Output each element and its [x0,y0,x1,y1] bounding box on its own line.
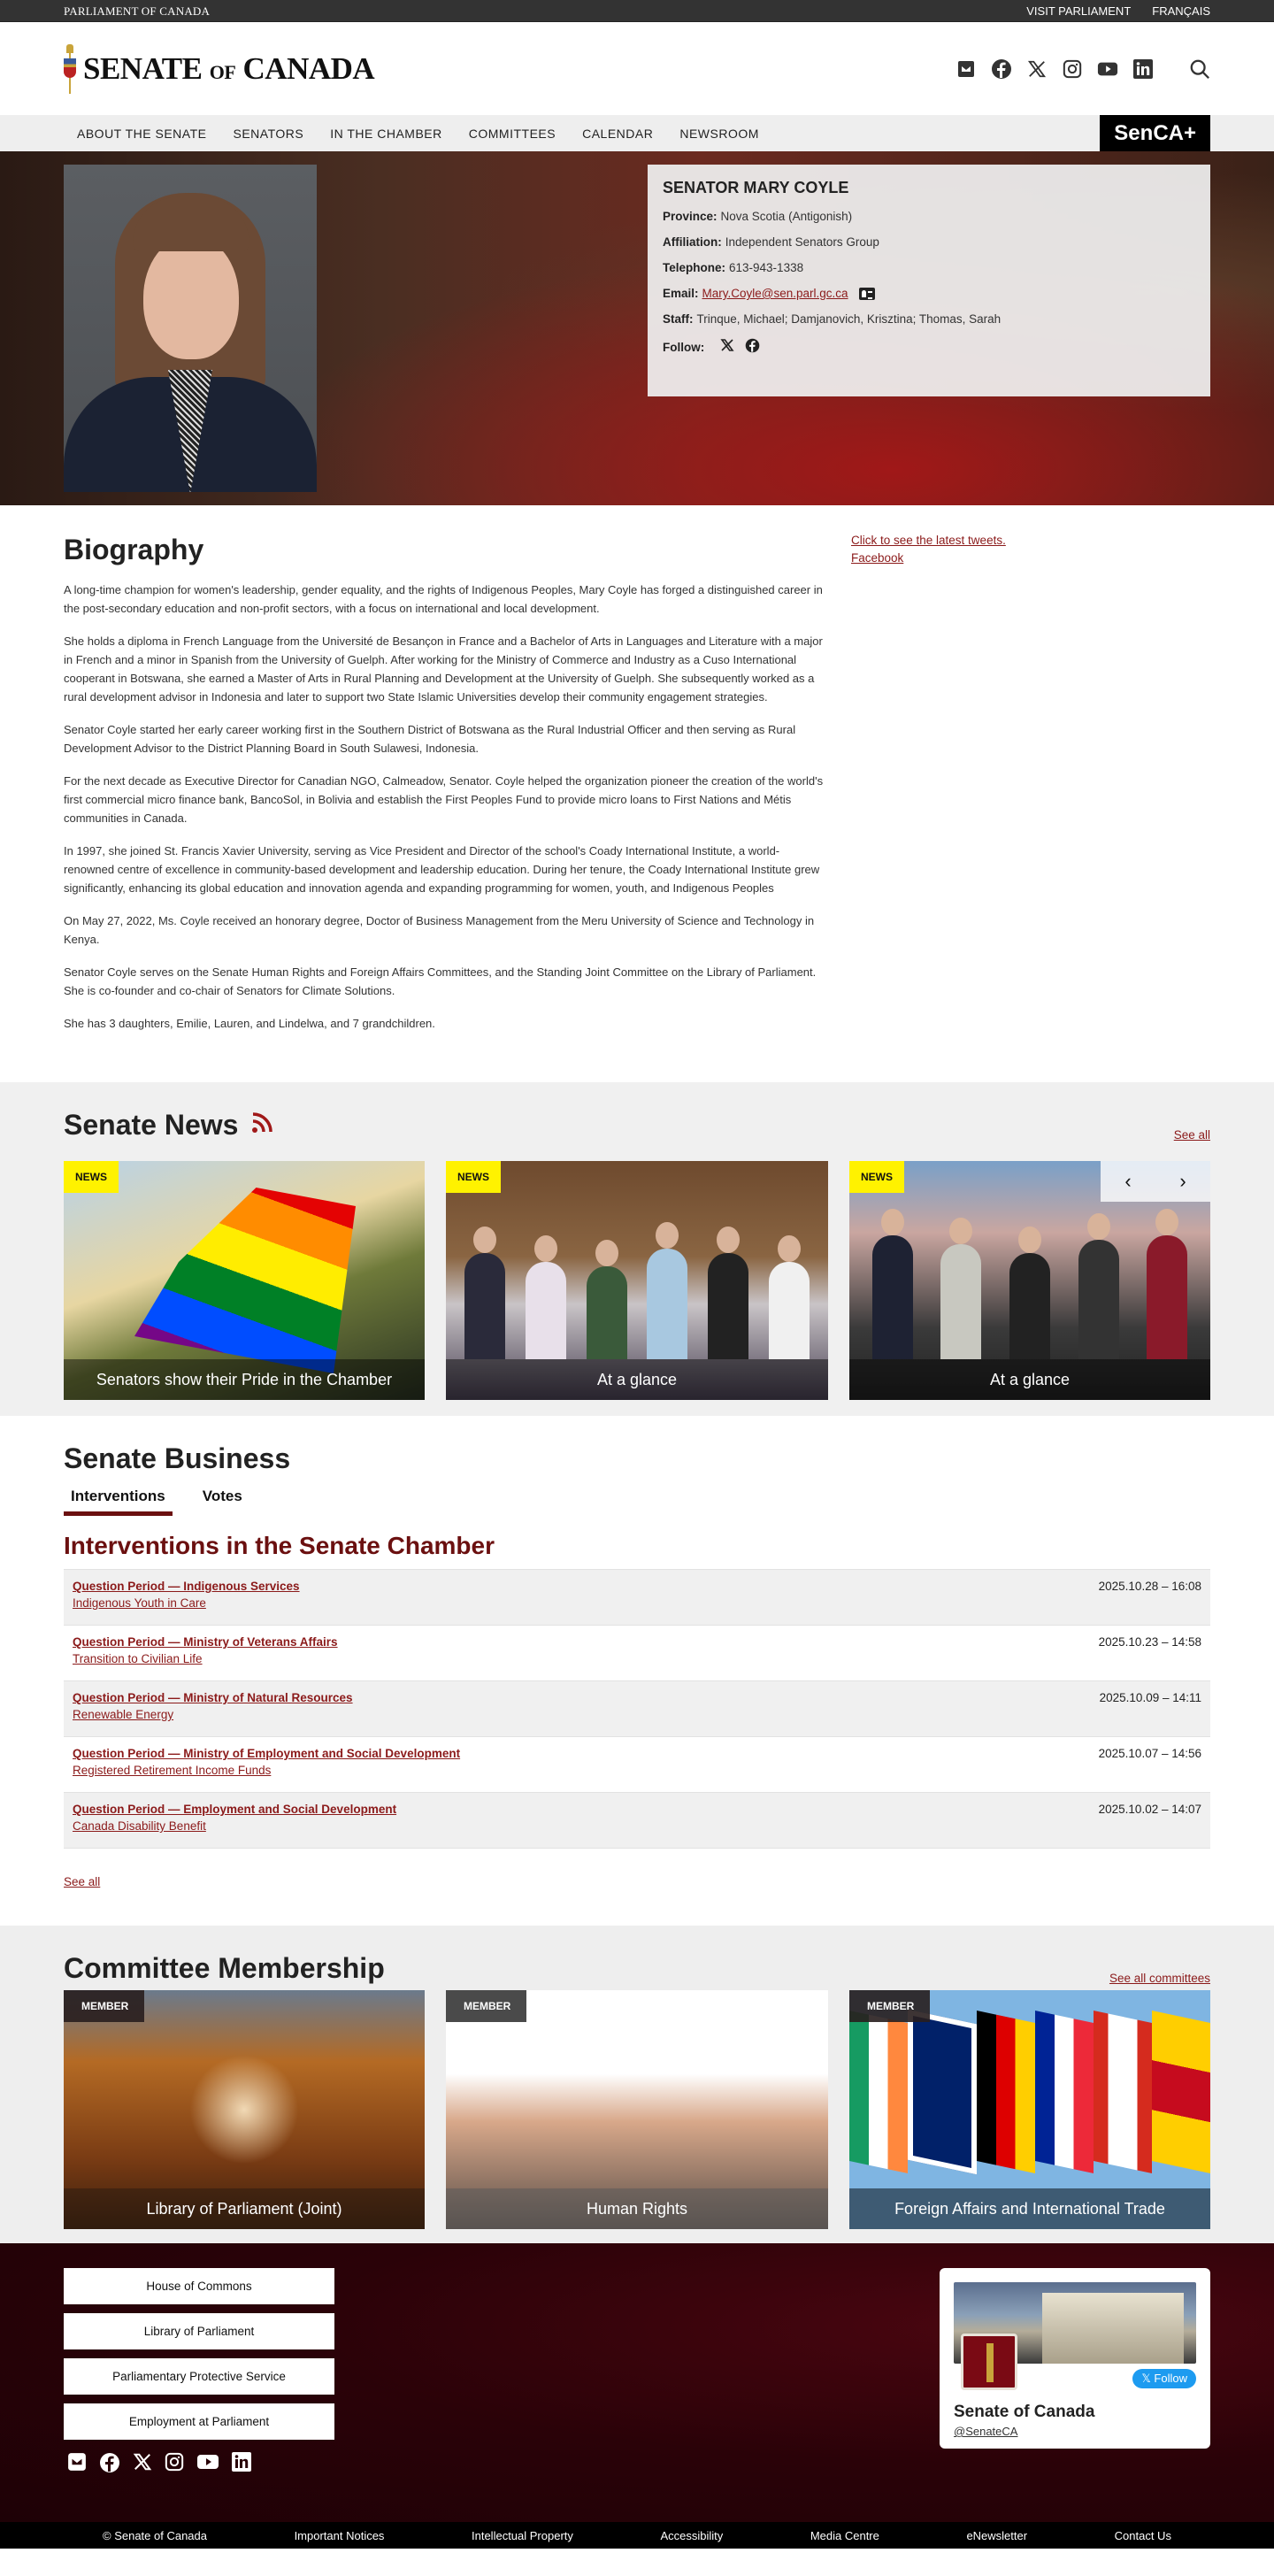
tab-interventions[interactable]: Interventions [64,1488,173,1516]
committee-membership-section [0,1926,1274,2243]
nav-newsroom[interactable]: NEWSROOM [679,126,759,141]
follow-row: Follow: [663,338,1195,356]
nav-senators[interactable]: SENATORS [233,126,304,141]
visit-parliament-link[interactable]: VISIT PARLIAMENT [1026,4,1132,18]
senator-hero [0,151,1274,505]
vcard-icon[interactable] [859,288,875,300]
instagram-icon[interactable] [1062,58,1083,80]
x-icon[interactable] [1026,58,1048,80]
nav-committees[interactable]: COMMITTEES [468,126,556,141]
media-centre-link[interactable]: Media Centre [810,2528,879,2542]
email-link[interactable]: Mary.Coyle@sen.parl.gc.ca [702,287,848,300]
biography-section [0,505,1274,1082]
senator-portrait [64,165,317,492]
see-all-committees-link[interactable]: See all committees [1109,1972,1210,1985]
intervention-topic-link[interactable]: Registered Retirement Income Funds [73,1764,272,1777]
instagram-icon[interactable] [165,2452,184,2478]
site-header [0,22,1274,115]
intervention-row [64,1570,1210,1626]
important-notices-link[interactable]: Important Notices [294,2528,385,2542]
intervention-title-link[interactable]: Question Period — Ministry of Natural Resources [73,1691,353,1704]
parliament-label: PARLIAMENT OF CANADA [64,4,211,18]
twitter-account-name: Senate of Canada [954,2403,1095,2421]
news-card-caption: At a glance [446,1359,828,1400]
youtube-icon[interactable] [196,2452,219,2478]
top-bar [0,0,1274,22]
footer-bottom-bar [0,2522,1274,2549]
news-title: Senate News [64,1109,273,1142]
chevron-right-icon[interactable]: › [1179,1170,1186,1192]
interventions-list [64,1569,1210,1849]
intervention-row [64,1793,1210,1849]
bio-paragraph: On May 27, 2022, Ms. Coyle received an honorary degree, Doctor of Business Management from the Meru University of Science and Technology in Kenya. [64,914,815,946]
news-see-all-link[interactable]: See all [1173,1128,1210,1142]
contact-us-link[interactable]: Contact Us [1114,2528,1171,2542]
chevron-left-icon[interactable]: ‹ [1124,1170,1132,1192]
intervention-date: 2025.10.09 – 14:11 [1099,1691,1201,1704]
house-of-commons-button[interactable]: House of Commons [64,2268,334,2304]
intervention-topic-link[interactable]: Renewable Energy [73,1708,174,1721]
intervention-date: 2025.10.02 – 14:07 [1098,1803,1201,1816]
committee-card-caption: Human Rights [446,2188,828,2229]
member-badge: MEMBER [446,1990,526,2022]
copyright-text: © Senate of Canada [103,2528,207,2542]
news-card[interactable] [446,1161,828,1400]
accessibility-link[interactable]: Accessibility [660,2528,724,2542]
business-title: Senate Business [64,1442,291,1474]
footer-social-icons [64,2452,334,2478]
committee-card-caption: Library of Parliament (Joint) [64,2188,425,2229]
protective-service-button[interactable]: Parliamentary Protective Service [64,2358,334,2395]
twitter-handle-link[interactable]: @SenateCA [954,2425,1018,2438]
language-toggle[interactable]: FRANÇAIS [1152,4,1210,18]
province-row: Province: Nova Scotia (Antigonish) [663,210,853,223]
mace-icon [64,44,76,94]
bio-paragraph: Senator Coyle started her early career working first in the Southern District of Botswana as the Rural Industrial Officer and then serving as Rural Development Advisor to the District Planning Board in South Sulawesi, Indonesia. [64,723,796,755]
affiliation-row: Affiliation: Independent Senators Group [663,235,879,249]
intervention-row [64,1626,1210,1681]
committee-card[interactable] [64,1990,425,2229]
facebook-link[interactable]: Facebook [851,551,904,565]
committees-title: Committee Membership [64,1952,385,1984]
facebook-icon[interactable] [99,2452,120,2478]
linkedin-icon[interactable] [232,2452,251,2478]
nav-about-the-senate[interactable]: ABOUT THE SENATE [77,126,207,141]
intervention-date: 2025.10.28 – 16:08 [1098,1580,1201,1593]
senca-plus-button[interactable]: SenCA+ [1100,115,1210,151]
email-icon[interactable] [67,2452,87,2478]
nav-in-the-chamber[interactable]: IN THE CHAMBER [330,126,442,141]
tab-votes[interactable]: Votes [202,1488,242,1504]
twitter-follow-button[interactable]: 𝕏 Follow [1132,2369,1196,2388]
header-social-icons [956,58,1210,80]
senator-name: SENATOR MARY COYLE [663,179,849,196]
employment-button[interactable]: Employment at Parliament [64,2403,334,2440]
latest-tweets-link[interactable]: Click to see the latest tweets. [851,534,1006,547]
news-card-caption: Senators show their Pride in the Chamber [64,1359,425,1400]
intervention-title-link[interactable]: Question Period — Ministry of Employment and Social Development [73,1747,461,1760]
social-feed-links [851,532,1006,1047]
telephone-row: Telephone: 613-943-1338 [663,261,804,274]
email-row: Email: Mary.Coyle@sen.parl.gc.ca [663,287,1195,300]
bio-paragraph: She has 3 daughters, Emilie, Lauren, and Lindelwa, and 7 grandchildren. [64,1017,435,1030]
bio-paragraph: A long-time champion for women's leadership, gender equality, and the rights of Indigenous Peoples, Mary Coyle has forged a distinguished career in the post-secondary education and non-profit sectors, with a focus on international and local development. [64,583,823,615]
senate-logo[interactable] [64,44,374,94]
x-icon[interactable] [133,2452,152,2478]
business-tabs [64,1488,1210,1516]
intervention-row [64,1737,1210,1793]
site-footer [0,2243,1274,2522]
intervention-title-link[interactable]: Question Period — Indigenous Services [73,1580,300,1593]
intervention-date: 2025.10.07 – 14:56 [1098,1747,1201,1760]
news-badge: NEWS [849,1161,904,1193]
news-card[interactable] [849,1161,1210,1400]
twitter-profile-card [940,2268,1210,2449]
x-icon[interactable] [720,338,734,356]
senate-business-section [0,1416,1274,1926]
main-nav [0,115,1274,151]
news-badge: NEWS [64,1161,119,1193]
intervention-row [64,1681,1210,1737]
bio-paragraph: Senator Coyle serves on the Senate Human Rights and Foreign Affairs Committees, and the Standing Joint Committee on the Library of Parliament. She is co-founder and co-chair of Senators for Climate Solutions. [64,965,817,997]
member-badge: MEMBER [849,1990,930,2022]
nav-calendar[interactable]: CALENDAR [582,126,654,141]
intervention-topic-link[interactable]: Indigenous Youth in Care [73,1596,206,1610]
group-photo [849,1209,1210,1359]
twitter-avatar [961,2334,1017,2390]
library-of-parliament-button[interactable]: Library of Parliament [64,2313,334,2349]
biography-title: Biography [64,534,204,565]
pride-flag-image [134,1188,356,1373]
enewsletter-link[interactable]: eNewsletter [966,2528,1028,2542]
flags-image [849,2017,1210,2167]
intellectual-property-link[interactable]: Intellectual Property [472,2528,573,2542]
facebook-icon[interactable] [991,58,1012,80]
interventions-title: Interventions in the Senate Chamber [64,1532,495,1559]
carousel-controls [1101,1161,1210,1202]
staff-row: Staff: Trinque, Michael; Damjanovich, Krisztina; Thomas, Sarah [663,312,1002,326]
interventions-see-all-link[interactable]: See all [64,1875,101,1888]
facebook-icon[interactable] [745,338,760,356]
news-card[interactable] [64,1161,425,1400]
member-badge: MEMBER [64,1990,144,2022]
group-photo [446,1209,828,1359]
linkedin-icon[interactable] [1132,58,1154,80]
senate-news-section [0,1082,1274,1416]
logo-text: SENATE OF CANADA [83,50,375,86]
email-icon[interactable] [956,58,977,80]
intervention-title-link[interactable]: Question Period — Employment and Social Development [73,1803,397,1816]
bio-paragraph: For the next decade as Executive Director for Canadian NGO, Calmeadow, Senator. Coyle helped the organization pioneer the creation of the world's first commercial micro finance bank, BancoSol, in Bolivia and establish the First Peoples Fund to provide micro loans to First Nations and Métis communities in Canada. [64,774,824,825]
youtube-icon[interactable] [1097,58,1118,80]
intervention-topic-link[interactable]: Transition to Civilian Life [73,1652,203,1665]
news-card-caption: At a glance [849,1359,1210,1400]
committee-card-caption: Foreign Affairs and International Trade [849,2188,1210,2229]
news-badge: NEWS [446,1161,501,1193]
bio-paragraph: In 1997, she joined St. Francis Xavier University, serving as Vice President and Director of the school's Coady International Institute, a world-renowned centre of excellence in community-based development and leadership education. During her tenure, the Coady International Institute grew significantly, enhancing its global education and innovation agenda and expanding programming for women, youth, and Indigenous Peoples [64,844,820,895]
intervention-topic-link[interactable]: Canada Disability Benefit [73,1819,206,1833]
intervention-title-link[interactable]: Question Period — Ministry of Veterans Affairs [73,1635,338,1649]
committee-card[interactable] [849,1990,1210,2229]
footer-links [64,2268,334,2440]
senator-info-card [648,165,1210,396]
bio-paragraph: She holds a diploma in French Language from the Université de Besançon in France and a Bachelor of Arts in Languages and Literature with a major in French and a minor in Spanish from the University of Guelph. After working for the Ministry of Commerce and Industry as a Cuso International cooperant in Botswana, she earned a Master of Arts in Rural Planning and Development at the University of Guelph. She subsequently worked as a rural development advisor in Indonesia and later to support two State Islamic Universities develop their community engagement strategies. [64,634,823,704]
search-icon[interactable] [1189,58,1210,80]
intervention-date: 2025.10.23 – 14:58 [1098,1635,1201,1649]
committee-card[interactable] [446,1990,828,2229]
rss-icon[interactable] [250,1109,273,1142]
